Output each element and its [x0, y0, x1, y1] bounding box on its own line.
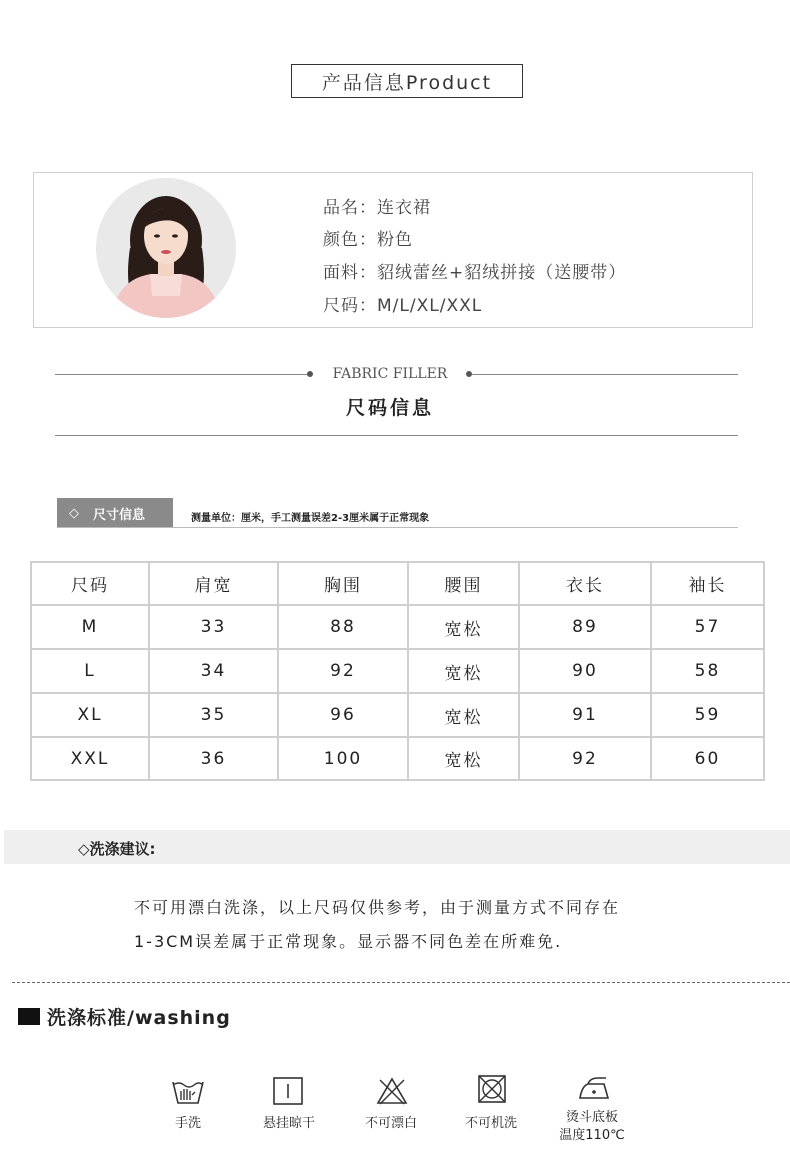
hand-wash-label: 手洗 [174, 1116, 201, 1131]
table-cell: XL [31, 693, 149, 737]
size-section-underline [57, 527, 738, 528]
divider-right [472, 374, 738, 375]
header-cell: 衣长 [519, 562, 651, 605]
wash-standard-title: 洗涤标准/washing [47, 1007, 231, 1029]
measurement-note: 测量单位：厘米，手工测量误差2-3厘米属于正常现象 [191, 513, 430, 524]
header-cell: 肩宽 [149, 562, 278, 605]
wash-advice-line-1: 不可用漂白洗涤，以上尺码仅供参考，由于测量方式不同存在 [134, 898, 621, 917]
divider-left [55, 374, 308, 375]
diamond-icon: ◇ [69, 505, 79, 521]
table-cell: 100 [278, 737, 408, 780]
table-row [31, 693, 764, 737]
table-cell: 58 [651, 649, 764, 693]
table-cell: 宽松 [408, 693, 519, 737]
table-row [31, 649, 764, 693]
table-cell: 89 [519, 605, 651, 649]
product-heading: 产品信息Product [291, 64, 523, 98]
dashed-separator [12, 982, 790, 983]
table-cell: 宽松 [408, 605, 519, 649]
table-cell: L [31, 649, 149, 693]
header-cell: 腰围 [408, 562, 519, 605]
table-cell: 36 [149, 737, 278, 780]
table-cell: 35 [149, 693, 278, 737]
table-cell: 57 [651, 605, 764, 649]
product-name: 品名：连衣裙 [323, 198, 431, 218]
table-cell: 92 [278, 649, 408, 693]
size-section-label [57, 498, 173, 528]
table-cell: XXL [31, 737, 149, 780]
header-cell: 尺码 [31, 562, 149, 605]
table-cell: 宽松 [408, 737, 519, 780]
no-bleach-icon [374, 1076, 410, 1106]
hang-dry-label: 悬挂晾干 [262, 1116, 315, 1131]
no-bleach-label: 不可漂白 [364, 1116, 417, 1131]
square-bullet-icon [18, 1008, 40, 1025]
table-cell: 92 [519, 737, 651, 780]
header-cell: 胸围 [278, 562, 408, 605]
product-fabric: 面料：貂绒蕾丝+貂绒拼接（送腰带） [323, 263, 627, 283]
table-cell: 60 [651, 737, 764, 780]
table-row [31, 737, 764, 780]
size-info-heading: 尺码信息 [345, 397, 434, 419]
divider-dot-left [307, 371, 313, 377]
table-header-row [31, 562, 764, 605]
no-machine-wash-label: 不可机洗 [464, 1116, 517, 1131]
wash-advice-title: ◇洗涤建议: [78, 840, 156, 858]
table-cell: 33 [149, 605, 278, 649]
no-machine-wash-icon [474, 1074, 510, 1104]
iron-icon [576, 1074, 612, 1104]
table-cell: 59 [651, 693, 764, 737]
iron-label-line-2: 温度110℃ [559, 1128, 625, 1143]
product-sizes: 尺码：M/L/XL/XXL [323, 296, 483, 316]
fabric-filler-label: FABRIC FILLER [332, 366, 448, 382]
hang-dry-icon [270, 1076, 306, 1106]
table-cell: 96 [278, 693, 408, 737]
wash-advice-line-2: 1-3CM误差属于正常现象。显示器不同色差在所难免. [134, 932, 563, 951]
model-avatar [96, 178, 236, 318]
table-cell: 90 [519, 649, 651, 693]
table-cell: M [31, 605, 149, 649]
table-row [31, 605, 764, 649]
product-color: 颜色：粉色 [323, 230, 413, 250]
hand-wash-icon [170, 1076, 206, 1106]
header-cell: 袖长 [651, 562, 764, 605]
divider-bottom [55, 435, 738, 436]
table-cell: 88 [278, 605, 408, 649]
size-section-label-text: 尺寸信息 [93, 507, 146, 523]
size-table [30, 561, 765, 781]
table-cell: 91 [519, 693, 651, 737]
iron-label-line-1: 烫斗底板 [565, 1110, 618, 1125]
table-cell: 34 [149, 649, 278, 693]
table-cell: 宽松 [408, 649, 519, 693]
